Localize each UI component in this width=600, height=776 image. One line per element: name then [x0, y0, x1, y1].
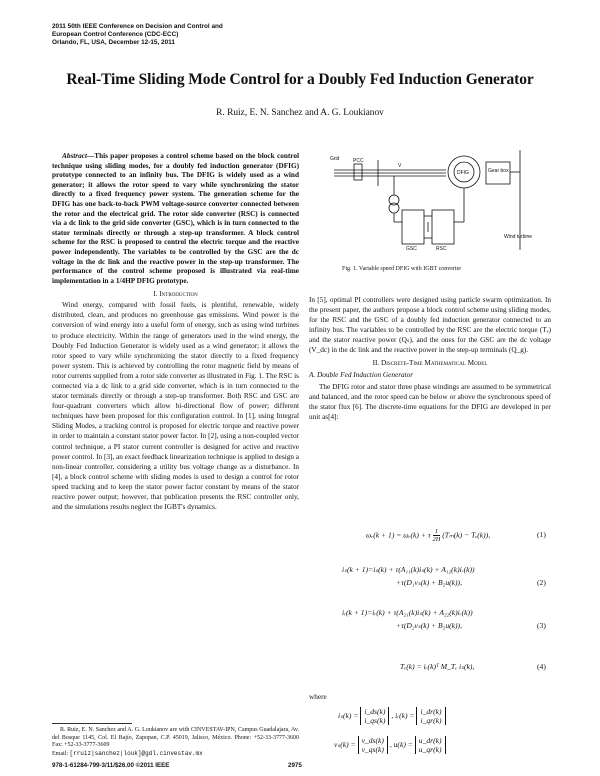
footer-copyright: 978-1-61284-799-3/11/$26.00 ©2011 IEEE [52, 762, 170, 769]
ir-bot: i_qr(k) [420, 716, 442, 725]
equation-2-line-1: iₛ(k + 1)=iₛ(k) + τ(A₁₁(k)iₛ(k) + A₁₂(k)iᵣ(k)) [342, 565, 475, 574]
u-matrix [415, 736, 446, 754]
rsc-box [432, 210, 454, 244]
fig-label-gearbox: Gear box [488, 168, 509, 174]
footer-page-number: 2975 [288, 762, 302, 769]
is-def: iₛ(k) = [338, 710, 359, 720]
subsection-a-heading: A. Double Fed Induction Generator [309, 371, 414, 380]
vs-matrix [358, 736, 388, 754]
footnote-email: [rruiz|sanchez|louk]@gdl.cinvestav.mx [69, 749, 203, 757]
header-line-3: Orlando, FL, USA, December 12-15, 2011 [52, 39, 175, 46]
where-text: where [309, 693, 327, 701]
equation-3-line-1: iᵣ(k + 1)=iᵣ(k) + τ(A₂₁(k)iₛ(k) + A₂₂(k)iᵣ(k)) [342, 608, 473, 617]
fig-label-gsc: GSC [406, 246, 417, 252]
eq1-number: (1) [537, 530, 546, 539]
eq1-lhs: ωᵣ(k + 1) = ωᵣ(k) + τ [366, 530, 431, 540]
figure-1-diagram [326, 150, 536, 260]
current-vector-definitions [338, 707, 446, 725]
u-top: u_dr(k) [418, 736, 442, 745]
right-column [309, 296, 551, 423]
equation-2-line-2: +τ(D₁vₛ(k) + B₂u(k)), [396, 578, 462, 587]
header-line-1: 2011 50th IEEE Conference on Decision and Control and [52, 23, 223, 30]
paper-authors: R. Ruiz, E. N. Sanchez and A. G. Loukianov [216, 108, 384, 118]
footnote [52, 727, 299, 758]
eq4-number: (4) [537, 662, 546, 671]
eq1-tail: (Tₘ(k) − Tₑ(k)), [442, 530, 491, 540]
abstract [52, 152, 299, 286]
fig-label-dfig: DFIG [457, 170, 469, 176]
equation-4: Tₑ(k) = iᵣ(k)ᵀ M_Tₑ iₛ(k), [400, 662, 475, 671]
vs-bot: v_qs(k) [361, 745, 384, 754]
section-2-heading: II. Discrete-Time Mathematical Model [372, 359, 488, 368]
fig-label-grid: Grid [330, 156, 340, 162]
intro-paragraph: Wind energy, compared with fossil fuels, is plentiful, renewable, widely distributed, clean, and produces no greenhouse gas emissions. Wind power is the conversion of wind energy into a useful form of energy, such as using wind turbines to produce electricity. Within the range of generators used in the wind energy, the Doubly Fed Induction Generator is widely used as a wind generator; it allows the rotor speed to vary while synchronizing the stator directly to a fixed frequency power system. This is achieved by controlling the rotor magnetic field by means of rotor currents supplied from a rotor side converter as illustrated in Fig. 1. The RSC is connected via a dc link to a grid side converter, which is in turn connected to the stator terminals directly or through a step-up transformer. Both RSC and GSC are four-quadrant converters which allow bi-directional flow of power; different techniques have been proposed for this configuration control. In [1], using Integral Sliding Modes, a tracking control is proposed for electric torque and reactive power in order to maintain a constant stator power factor. In [2], using a non-coupled vector control technique, a PI stator current controller is designed for active and reactive power control. In [3], an exact feedback linearization technique is applied to design a non-linear controller, considering a utility bus voltage change as a disturbance. In [4], a block control scheme with sliding modes is used to design a control for rotor speed tracking and to keep the stator power factor constant by means of the stator reactive power output; however, that publication presents the RSC controller only, and the simulations results neglect the IGBT's dynamics. [52, 301, 300, 512]
ir-top: i_dr(k) [420, 707, 442, 716]
intro-paragraph-continued: In [5], optimal PI controllers were designed using particle swarm optimization. In the present paper, the authors propose a block control scheme using sliding modes, for the RSC and the GSC of a doubly fed induction generator connected to an infinity bus. The variables to be controlled by the RSC are the electric torque (Tₑ) and the stator reactive power (Qₛ), and the ones for the GSC are the dc voltage (V_dc) in the dc link and the reactive power in the step-up terminals (Q_g). [309, 296, 551, 354]
fig-label-rsc: RSC [436, 246, 447, 252]
equation-1 [366, 528, 490, 543]
fig-label-wind: Wind turbine [504, 234, 533, 240]
pcc-box [354, 164, 362, 180]
abstract-label: Abstract [62, 152, 87, 160]
eq3-number: (3) [537, 621, 546, 630]
figure-1-caption: Fig. 1. Variable speed DFIG with IGBT converter [342, 266, 462, 272]
u-def: , u(k) = [389, 739, 413, 749]
paper-title: Real-Time Sliding Mode Control for a Doubly Fed Induction Generator [66, 71, 534, 88]
left-column [52, 152, 299, 512]
section-1-heading: I. Introduction [153, 290, 198, 299]
transformer-coil-1 [389, 195, 399, 205]
conference-header [52, 23, 223, 47]
header-line-2: European Control Conference (CDC-ECC) [52, 31, 179, 38]
u-bot: u_qr(k) [418, 745, 442, 754]
vs-def: vₛ(k) = [334, 739, 356, 749]
gsc-box [402, 210, 424, 244]
transformer-coil-2 [389, 203, 399, 213]
eq2-number: (2) [537, 578, 546, 587]
vs-top: v_ds(k) [361, 736, 384, 745]
eq1-frac-den: 2H [432, 536, 441, 543]
is-bot: i_qs(k) [364, 716, 386, 725]
voltage-vector-definitions [334, 736, 446, 754]
is-matrix [360, 707, 389, 725]
footnote-email-label: Email: [52, 750, 68, 757]
fig-label-pcc: PCC [353, 158, 364, 164]
eq1-fraction [433, 528, 441, 543]
fig-label-v: V [398, 163, 402, 169]
ir-matrix [416, 707, 445, 725]
equation-3-line-2: +τ(D₂vₛ(k) + B₂u(k)), [396, 621, 462, 630]
footnote-affiliation: R. Ruiz, E. N. Sanchez and A. G. Loukianov are with CINVESTAV-IPN, Campus Guadalajara, Av. del Bosque 1145, Col. El Bajío, Zapopan, C.P. 45019, Jalisco, México. Phone: +52-33-3777-3600 Fax: +52-33-3777-3609 [52, 727, 299, 749]
ir-def: , iᵣ(k) = [391, 710, 415, 720]
footnote-rule [52, 723, 132, 724]
is-top: i_ds(k) [364, 707, 386, 716]
dfig-paragraph: The DFIG rotor and stator three phase windings are assumed to be symmetrical and balanced, and the rotor speed can be below or above the synchronous speed of the stator flux [6]. The discrete-time equations for the DFIG are developed in per unit as[4]: [309, 383, 551, 421]
eq1-frac-num: 1 [433, 528, 441, 536]
abstract-text: —This paper proposes a control scheme based on the block control technique using sliding modes, for a doubly fed induction generator (DFIG) prototype connected to an infinity bus. The DFIG is widely used as a wind generator; it allows the rotor speed to vary while synchronizing the stator directly to a fixed frequency power system. The generation scheme for the DFIG has one back-to-back PWM voltage-source converter connected between the rotor and the electrical grid. The rotor side converter (RSC) is connected via a dc link to the grid side converter (GSC), which is in turn connected to the stator terminals directly or through a step-up transformer. A block control scheme for the RSC is proposed to control the electric torque and the reactive power independently. The variables to be controlled by the GSC are the dc voltage in the dc link and the reactive power in the step-up transformer. The performance of the control scheme proposed is illustrated via real-time implementation in a 1/4HP DFIG prototype. [52, 152, 299, 285]
